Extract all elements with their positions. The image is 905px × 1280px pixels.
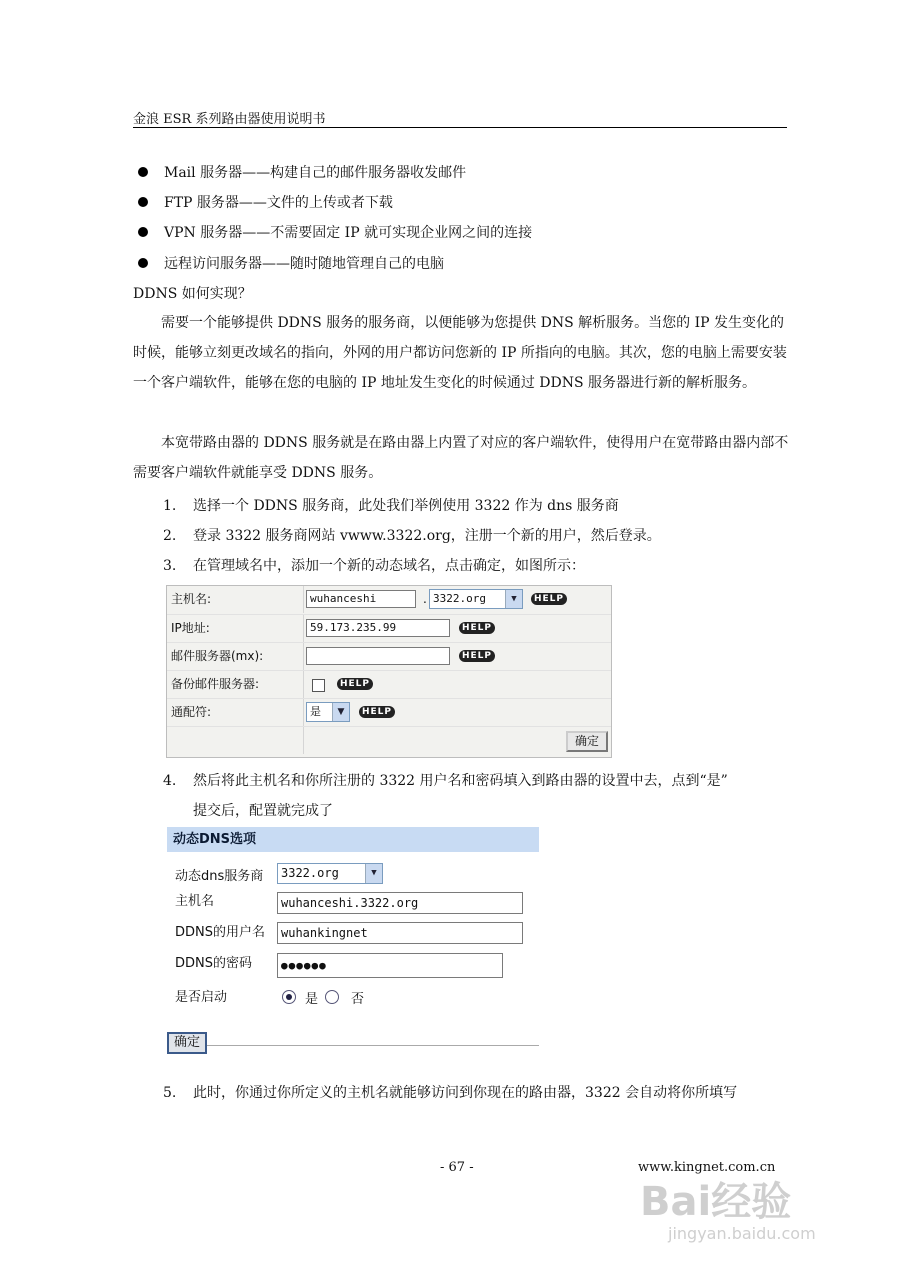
host-label: 主机名 — [175, 894, 215, 909]
help-icon[interactable]: HELP — [531, 593, 567, 605]
step-item: 3. 在管理域名中，添加一个新的动态域名，点击确定，如图所示： — [163, 558, 585, 574]
enable-label: 是否启动 — [175, 990, 228, 1005]
mx-input[interactable] — [306, 647, 450, 665]
step-item: 4. 然后将此主机名和你所注册的 3322 用户名和密码填入到路由器的设置中去，点到“是” — [163, 773, 728, 789]
baidu-watermark-logo: Bai经验 — [640, 1179, 792, 1225]
password-label: DDNS的密码 — [175, 956, 252, 971]
footer-url: www.kingnet.com.cn — [638, 1160, 776, 1175]
mx-label: 邮件服务器(mx): — [167, 643, 304, 670]
chevron-down-icon: ▼ — [505, 590, 522, 608]
bullet-dot-icon — [138, 258, 148, 268]
bullet-dot-icon — [138, 167, 148, 177]
dot-separator: . — [423, 592, 427, 606]
confirm-button[interactable]: 确定 — [167, 1032, 207, 1054]
help-icon[interactable]: HELP — [459, 650, 495, 662]
submit-row — [167, 726, 611, 754]
radio-selected-icon — [286, 994, 292, 1000]
enable-no-radio[interactable] — [325, 990, 339, 1004]
paragraph-1: 需要一个能够提供 DDNS 服务的服务商，以便能够为您提供 DNS 解析服务。当您的 IP 发生变化的时候，能够立刻更改域名的指向，外网的用户都访问您新的 IP 所指向的电脑。其次，您的电脑上需要安装一个客户端软件，能够在您的电脑的 IP 地址发生变化的时候通过 DDNS 服务器进行新的解析服务。 — [133, 315, 787, 391]
step-item: 5. 此时，你通过你所定义的主机名就能够访问到你现在的路由器，3322 会自动将你所填写 — [163, 1085, 738, 1101]
help-icon[interactable]: HELP — [359, 706, 395, 718]
dynamic-dns-panel — [167, 827, 539, 1069]
backup-mx-label: 备份邮件服务器: — [167, 671, 304, 698]
password-input[interactable]: ●●●●●● — [277, 953, 503, 978]
step-item: 1. 选择一个 DDNS 服务商，此处我们举例使用 3322 作为 dns 服务商 — [163, 498, 619, 514]
help-icon[interactable]: HELP — [337, 678, 373, 690]
username-label: DDNS的用户名 — [175, 925, 265, 940]
step-item-continued: 提交后，配置就完成了 — [193, 803, 333, 819]
document-header: 金浪 ESR 系列路由器使用说明书 — [133, 112, 326, 127]
ip-label: IP地址: — [167, 615, 304, 642]
enable-yes-radio[interactable] — [282, 990, 296, 1004]
bullet-dot-icon — [138, 197, 148, 207]
backup-mx-row — [167, 670, 611, 698]
bullet-dot-icon — [138, 227, 148, 237]
paragraph-2: 本宽带路由器的 DDNS 服务就是在路由器上内置了对应的客户端软件，使得用户在宽带路由器内部不需要客户端软件就能享受 DDNS 服务。 — [133, 435, 789, 481]
provider-select[interactable]: 3322.org ▼ — [277, 863, 383, 884]
step-item: 2. 登录 3322 服务商网站 vwww.3322.org，注册一个新的用户，然后登录。 — [163, 528, 661, 544]
ddns-registration-form — [166, 585, 612, 758]
section-heading: DDNS 如何实现？ — [133, 286, 252, 302]
host-label: 主机名: — [167, 586, 304, 613]
baidu-watermark-url: jingyan.baidu.com — [668, 1224, 816, 1243]
empty-cell — [167, 727, 304, 754]
header-rule — [133, 127, 787, 128]
chevron-down-icon: ▼ — [365, 864, 382, 883]
enable-yes-label: 是 — [305, 992, 319, 1007]
chevron-down-icon: ▼ — [332, 703, 349, 721]
wildcard-label: 通配符: — [167, 699, 304, 726]
confirm-button[interactable]: 确定 — [566, 731, 608, 752]
username-input[interactable]: wuhankingnet — [277, 922, 523, 944]
help-icon[interactable]: HELP — [459, 622, 495, 634]
ip-input[interactable]: 59.173.235.99 — [306, 619, 450, 637]
provider-label: 动态dns服务商 — [175, 869, 264, 884]
host-row — [167, 586, 611, 613]
host-input[interactable]: wuhanceshi.3322.org — [277, 892, 523, 914]
backup-mx-checkbox[interactable] — [312, 679, 325, 692]
enable-no-label: 否 — [351, 992, 365, 1007]
panel-body — [167, 852, 539, 1046]
wildcard-select[interactable]: 是 ▼ — [306, 702, 350, 722]
ip-row — [167, 614, 611, 642]
wildcard-row — [167, 698, 611, 726]
page-number: - 67 - — [440, 1160, 474, 1175]
host-input[interactable]: wuhanceshi — [306, 590, 416, 608]
panel-title: 动态DNS选项 — [167, 827, 539, 852]
domain-select[interactable]: 3322.org ▼ — [429, 589, 523, 609]
mx-row — [167, 642, 611, 670]
